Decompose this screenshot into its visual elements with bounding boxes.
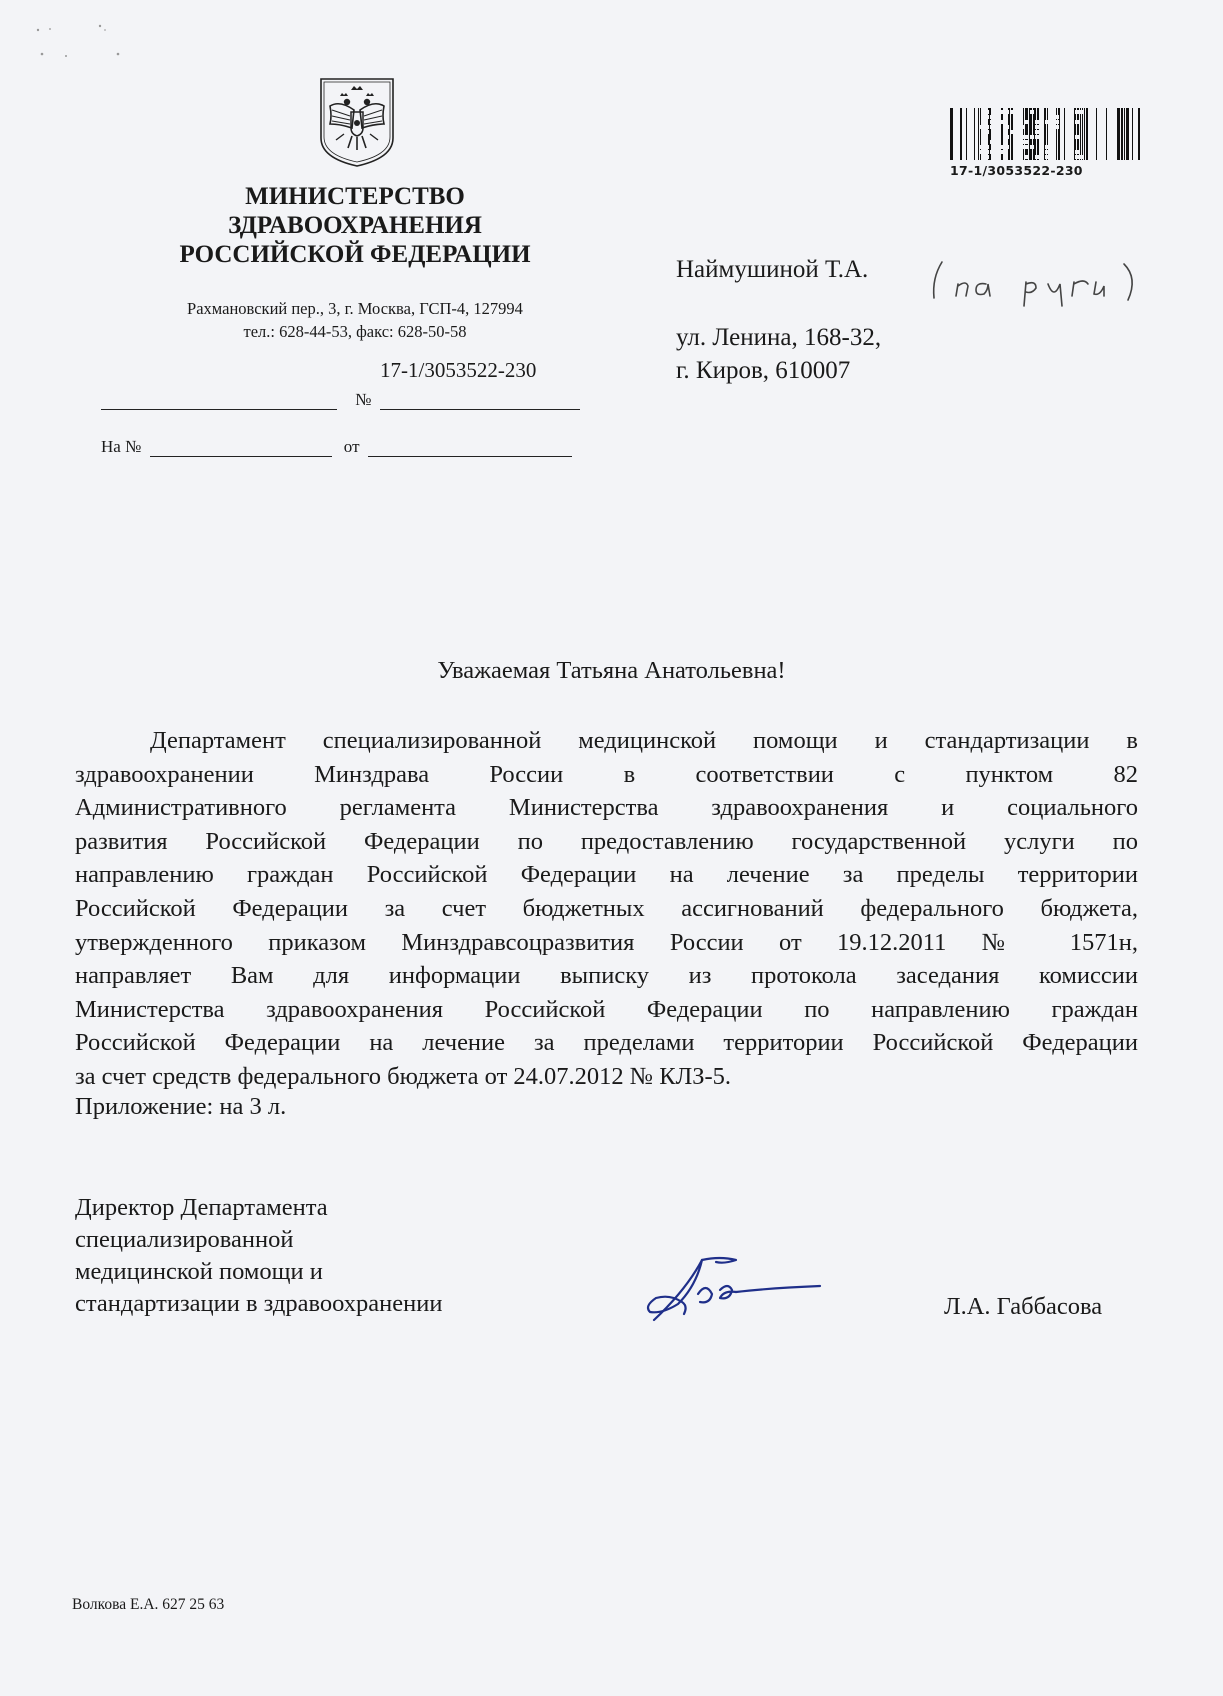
barcode-cell: [1070, 125, 1074, 129]
recipient-street: ул. Ленина, 168-32,: [676, 324, 882, 351]
barcode-cell: [1065, 150, 1069, 154]
barcode-bar: [960, 108, 962, 160]
signer-title: [75, 1192, 442, 1320]
barcode-cell: [1025, 135, 1029, 139]
barcode-cell: [1035, 120, 1039, 124]
barcode-cell: [1055, 120, 1059, 124]
barcode-cell: [1060, 135, 1064, 139]
letter-body: [75, 724, 1138, 1094]
barcode-cell: [1000, 145, 1004, 149]
barcode-cell: [980, 145, 984, 149]
barcode-bar: [1138, 108, 1140, 160]
ministry-name-line-2: ЗДРАВООХРАНЕНИЯ: [228, 212, 482, 239]
barcode-cell: [1070, 135, 1074, 139]
barcode-bar: [974, 108, 975, 160]
ministry-contacts: [130, 297, 580, 343]
barcode-cell: [1020, 145, 1024, 149]
barcode-cell: [1020, 135, 1024, 139]
barcode-cell: [1015, 135, 1019, 139]
barcode-bar: [1121, 108, 1123, 160]
body-line: утвержденного приказом Минздравсоцразвития России от 19.12.2011 № 1571н,: [75, 928, 1138, 956]
barcode-cell: [1010, 110, 1014, 114]
barcode-bar: [1008, 108, 1010, 160]
barcode-cell: [1030, 135, 1034, 139]
recipient-name: Наймушиной Т.А.: [676, 256, 869, 283]
barcode-cell: [1025, 145, 1029, 149]
barcode-bar: [1106, 108, 1107, 160]
barcode-cell: [1000, 120, 1004, 124]
barcode-cell: [1080, 155, 1084, 159]
barcode-cell: [1045, 155, 1049, 159]
body-line: направляет Вам для информации выписку из протокола заседания комиссии: [75, 962, 1138, 990]
barcode-cell: [1070, 115, 1074, 119]
barcode-cell: [995, 135, 999, 139]
ministry-phones: тел.: 628-44-53, факс: 628-50-58: [243, 322, 467, 341]
barcode-cell: [1055, 115, 1059, 119]
body-line: Министерства здравоохранения Российской Федерации по направлению граждан: [75, 995, 1138, 1023]
barcode-bar: [1117, 108, 1120, 160]
ministry-name-line-1: МИНИСТЕРСТВО: [245, 183, 465, 210]
barcode-bar: [1084, 108, 1085, 160]
barcode-bar: [1132, 108, 1133, 160]
barcode-cell: [1020, 140, 1024, 144]
barcode-cell: [1075, 135, 1079, 139]
barcode-cell: [1065, 155, 1069, 159]
barcode-cell: [1065, 145, 1069, 149]
barcode-number: 17-1/3053522-230: [950, 163, 1083, 178]
barcode-cell: [990, 150, 994, 154]
executor-contact: Волкова Е.А. 627 25 63: [72, 1596, 225, 1613]
barcode-cell: [1005, 125, 1009, 129]
barcode-cell: [1055, 125, 1059, 129]
body-line: здравоохранении Минздрава России в соответствии с пунктом 82: [75, 760, 1138, 788]
signer-title-line-4: стандартизации в здравоохранении: [75, 1290, 443, 1317]
barcode-cell: [1005, 110, 1009, 114]
body-line: за счет средств федерального бюджета от 24.07.2012 № КЛЗ-5.: [75, 1062, 732, 1090]
outgoing-date-number-row: [101, 390, 580, 410]
barcode-cell: [985, 155, 989, 159]
barcode-cell: [1040, 115, 1044, 119]
barcode-cell: [1065, 115, 1069, 119]
ministry-name: [130, 182, 580, 269]
barcode-cell: [1035, 125, 1039, 129]
barcode-cell: [985, 145, 989, 149]
barcode-cell: [995, 110, 999, 114]
body-line: направлению граждан Российской Федерации на лечение за пределы территории: [75, 861, 1138, 889]
number-sign: №: [355, 390, 372, 409]
barcode-cell: [1070, 130, 1074, 134]
barcode-cell: [1040, 110, 1044, 114]
body-line: Департамент специализированной медицинской помощи и стандартизации в: [150, 727, 1138, 754]
barcode-cell: [985, 150, 989, 154]
barcode-cell: [1035, 130, 1039, 134]
barcode-cell: [990, 140, 994, 144]
number-blank-line: [380, 391, 580, 410]
barcode-cell: [995, 130, 999, 134]
barcode-bar: [978, 108, 979, 160]
barcode-cell: [1015, 150, 1019, 154]
date-blank-line: [101, 391, 337, 410]
barcode-cell: [1060, 150, 1064, 154]
barcode-cell: [980, 125, 984, 129]
barcode-cell: [1030, 110, 1034, 114]
barcode-bar: [1096, 108, 1097, 160]
barcode-cell: [1015, 125, 1019, 129]
barcode-cell: [1045, 150, 1049, 154]
signer-title-line-1: Директор Департамента: [75, 1194, 328, 1221]
barcode-cell: [1025, 120, 1029, 124]
barcode-cell: [1000, 110, 1004, 114]
barcode-cell: [985, 125, 989, 129]
barcode-bar: [1080, 108, 1081, 160]
barcode-bar: [1023, 108, 1024, 160]
attachment-note: Приложение: на 3 л.: [75, 1093, 287, 1120]
scan-specks: [30, 18, 130, 68]
body-line: Административного регламента Министерства здравоохранения и социального: [75, 794, 1138, 822]
emblem-icon: [318, 76, 396, 168]
barcode-cell: [1030, 145, 1034, 149]
barcode-bar: [1124, 108, 1125, 160]
barcode-bar: [1082, 108, 1083, 160]
reference-row: [101, 437, 572, 457]
body-line: Российской Федерации на лечение за пределами территории Российской Федерации: [75, 1029, 1138, 1057]
barcode-cell: [1075, 110, 1079, 114]
ministry-name-line-3: РОССИЙСКОЙ ФЕДЕРАЦИИ: [179, 241, 531, 268]
barcode-cell: [1005, 135, 1009, 139]
barcode-bar: [950, 108, 953, 160]
barcode-cell: [1070, 150, 1074, 154]
signer-title-line-2: специализированной: [75, 1226, 294, 1253]
handwritten-signature: [640, 1250, 825, 1328]
barcode-cell: [995, 115, 999, 119]
barcode-cell: [1010, 130, 1014, 134]
barcode-bar: [1126, 108, 1129, 160]
recipient-city: г. Киров, 610007: [676, 357, 851, 384]
body-line: Российской Федерации за счет бюджетных ассигнований федерального бюджета,: [75, 894, 1138, 922]
barcode-cell: [985, 115, 989, 119]
barcode-cell: [985, 130, 989, 134]
barcode-cell: [985, 110, 989, 114]
barcode-cell: [1025, 155, 1029, 159]
handwritten-note: [928, 256, 1148, 308]
barcode-bar: [966, 108, 967, 160]
barcode-cell: [1035, 135, 1039, 139]
barcode-cell: [1050, 130, 1054, 134]
barcode-cell: [995, 155, 999, 159]
barcode-cell: [990, 120, 994, 124]
barcode-cell: [1025, 140, 1029, 144]
barcode-bar: [1064, 108, 1065, 160]
from-blank-line: [368, 438, 572, 457]
signer-name: Л.А. Габбасова: [944, 1293, 1103, 1320]
barcode-cell: [1075, 120, 1079, 124]
ref-label: На №: [101, 437, 142, 456]
ref-blank-line: [150, 438, 332, 457]
body-line: развития Российской Федерации по предоставлению государственной услуги по: [75, 827, 1138, 855]
barcode-cell: [1065, 120, 1069, 124]
outgoing-number: 17-1/3053522-230: [380, 358, 537, 382]
barcode-cell: [980, 150, 984, 154]
barcode-cell: [1075, 150, 1079, 154]
barcode-cell: [990, 115, 994, 119]
barcode-cell: [1075, 155, 1079, 159]
barcode-cell: [990, 125, 994, 129]
barcode-cell: [1000, 150, 1004, 154]
barcode-cell: [1005, 145, 1009, 149]
ministry-address: Рахмановский пер., 3, г. Москва, ГСП-4, 127994: [187, 299, 523, 318]
barcode-cell: [1040, 150, 1044, 154]
barcode-cell: [1035, 155, 1039, 159]
barcode-bar: [1086, 108, 1088, 160]
barcode-cell: [1045, 120, 1049, 124]
barcode-bar: [1025, 108, 1028, 160]
greeting: Уважаемая Татьяна Анатольевна!: [437, 657, 786, 684]
barcode-cell: [1070, 145, 1074, 149]
barcode-cell: [1050, 115, 1054, 119]
barcode-cell: [1080, 110, 1084, 114]
barcode-cell: [1070, 120, 1074, 124]
barcode-image: [950, 108, 1140, 160]
barcode-bar: [1029, 108, 1032, 160]
signer-title-line-3: медицинской помощи и: [75, 1258, 323, 1285]
barcode-cell: [1020, 125, 1024, 129]
barcode-cell: [1040, 155, 1044, 159]
barcode-cell: [1045, 145, 1049, 149]
from-label: от: [343, 437, 360, 456]
